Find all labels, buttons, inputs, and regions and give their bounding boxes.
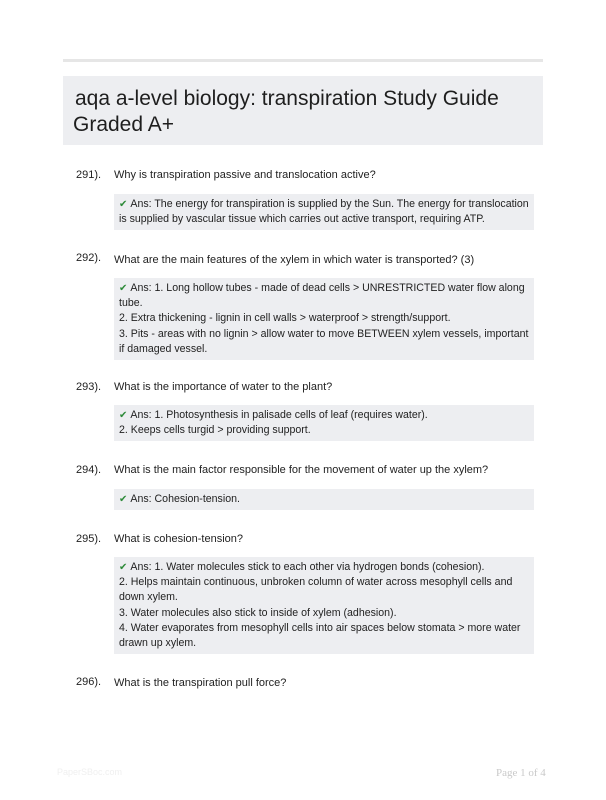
- answer-line: Ans: 1. Photosynthesis in palisade cells of leaf (requires water).: [130, 409, 428, 421]
- answer-box: [114, 405, 534, 441]
- page-number: Page 1 of 4: [496, 767, 546, 779]
- answer-line: 2. Helps maintain continuous, unbroken column of water across mesophyll cells and down xylem.: [119, 576, 513, 604]
- question-text: What are the main features of the xylem in which water is transported? (3): [114, 254, 475, 266]
- question-number: 291).: [76, 169, 102, 181]
- answer-line: Ans: The energy for transpiration is supplied by the Sun. The energy for translocation is supplied by vascular tissue which carries out active transport, requiring ATP.: [119, 198, 529, 226]
- answer-line: Ans: Cohesion-tension.: [130, 493, 240, 505]
- check-icon: ✔: [119, 199, 128, 210]
- title-banner: [63, 76, 543, 145]
- answer-box: [114, 194, 534, 230]
- answer-line: Ans: 1. Water molecules stick to each other via hydrogen bonds (cohesion).: [130, 561, 485, 573]
- check-icon: ✔: [119, 283, 128, 294]
- footer-watermark: PaperSBoc.com: [57, 767, 123, 777]
- title-line-2: Graded A+: [73, 113, 174, 136]
- answer-box: [114, 489, 534, 510]
- question-text: What is the importance of water to the plant?: [114, 381, 333, 393]
- check-icon: ✔: [119, 562, 128, 573]
- question-number: 292).: [76, 252, 102, 264]
- answer-line: 2. Keeps cells turgid > providing support.: [119, 424, 311, 437]
- question-text: What is cohesion-tension?: [114, 533, 244, 545]
- question-number: 294).: [76, 464, 102, 476]
- answer-box: [114, 557, 534, 654]
- answer-line: 3. Water molecules also stick to inside of xylem (adhesion).: [119, 606, 397, 619]
- question-text: Why is transpiration passive and translocation active?: [114, 169, 376, 181]
- answer-box: [114, 278, 534, 360]
- answer-line: Ans: 1. Long hollow tubes - made of dead cells > UNRESTRICTED water flow along tube.: [119, 282, 525, 310]
- page-title: [73, 86, 533, 138]
- check-icon: ✔: [119, 410, 128, 421]
- question-text: What is the main factor responsible for the movement of water up the xylem?: [114, 464, 489, 476]
- question-number: 293).: [76, 381, 102, 393]
- title-line-1: aqa a-level biology: transpiration Study Guide: [75, 87, 499, 110]
- answer-line: 3. Pits - areas with no lignin > allow water to move BETWEEN xylem vessels, important if damaged vessel.: [119, 327, 529, 355]
- question-text: What is the transpiration pull force?: [114, 677, 287, 689]
- question-number: 295).: [76, 533, 102, 545]
- check-icon: ✔: [119, 494, 128, 505]
- answer-line: 2. Extra thickening - lignin in cell walls > waterproof > strength/support.: [119, 312, 451, 325]
- top-divider: [63, 59, 543, 62]
- question-number: 296).: [76, 676, 102, 688]
- answer-line: 4. Water evaporates from mesophyll cells into air spaces below stomata > more water drawn up xylem.: [119, 621, 521, 650]
